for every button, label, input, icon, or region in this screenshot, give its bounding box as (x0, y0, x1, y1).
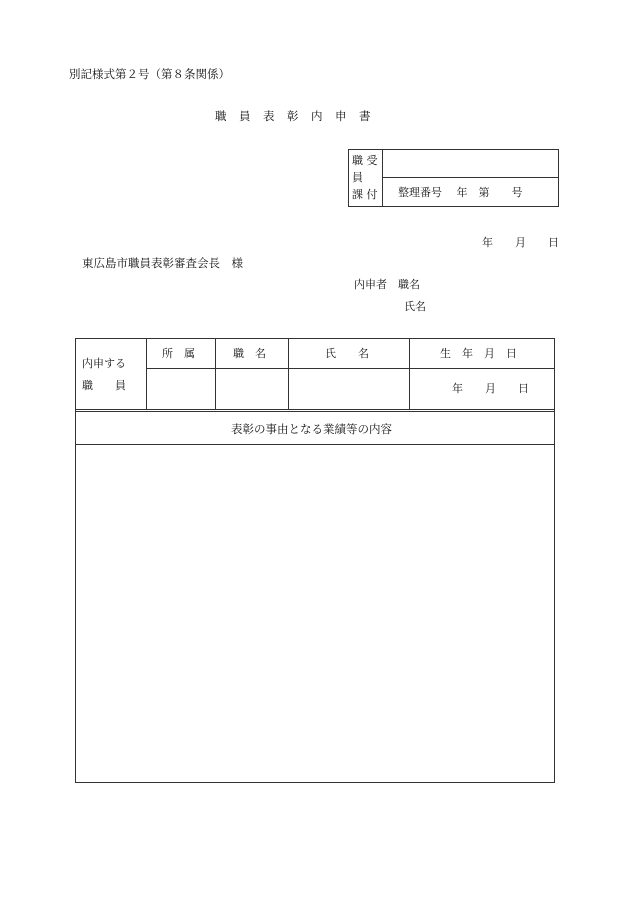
header-birthdate: 生 年 月 日 (440, 347, 517, 360)
achievement-heading: 表彰の事由となる業績等の内容 (231, 422, 392, 436)
form-label: 別記様式第２号（第８条関係） (69, 67, 230, 81)
receipt-label-line2: 員 (352, 171, 363, 184)
submission-date-field[interactable]: 年 月 日 (482, 236, 559, 249)
reference-number-field[interactable]: 整理番号 年 第 号 (398, 186, 523, 199)
addressee: 東広島市職員表彰審査会長 様 (82, 256, 243, 270)
header-department: 所 属 (162, 347, 195, 360)
employee-row-label-line1: 内申する (82, 357, 126, 370)
applicant-name-field[interactable]: 氏名 (404, 300, 426, 313)
department-input[interactable] (147, 369, 214, 409)
receipt-label-line1: 職 受 (352, 154, 378, 167)
table-divider (76, 409, 554, 410)
employee-row-label-line2: 職 員 (82, 379, 126, 392)
position-input[interactable] (216, 369, 287, 409)
document-title: 職 員 表 彰 内 申 書 (215, 109, 371, 123)
receipt-label-line3: 課 付 (352, 188, 378, 201)
achievement-content-area[interactable] (76, 445, 554, 781)
birthdate-input[interactable]: 年 月 日 (452, 382, 529, 395)
header-position: 職 名 (233, 347, 266, 360)
header-name: 氏 名 (325, 347, 369, 360)
table-divider (409, 338, 410, 410)
name-input[interactable] (289, 369, 408, 409)
table-divider (76, 411, 554, 412)
receipt-box-divider-vertical (382, 150, 383, 206)
receipt-box-divider-horizontal (382, 177, 558, 178)
applicant-position-field[interactable]: 内申者 職名 (354, 278, 420, 291)
